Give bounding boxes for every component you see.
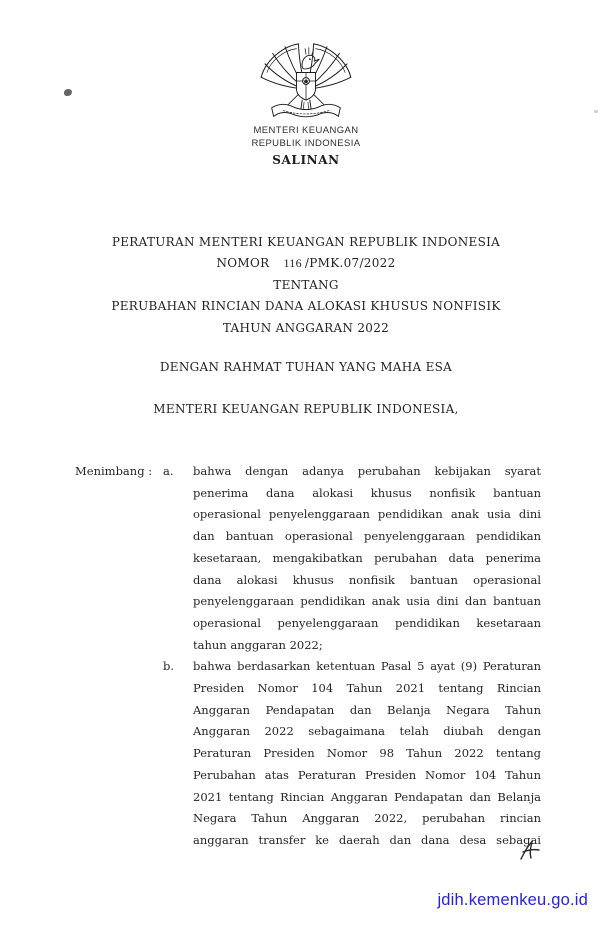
scan-speck xyxy=(594,110,598,113)
body-line: kesetaraan, mengakibatkan perubahan data penerima xyxy=(193,550,541,565)
body-line: penerima dana alokasi khusus nonfisik bantuan xyxy=(193,485,541,500)
banner-scroll xyxy=(272,104,341,116)
body-line: anggaran transfer ke daerah dan dana desa sebagai xyxy=(193,832,541,847)
nomor-label: NOMOR xyxy=(216,256,270,271)
title-subject-1: PERUBAHAN RINCIAN DANA ALOKASI KHUSUS NONFISIK xyxy=(111,299,501,314)
body-line: Peraturan Presiden Nomor 98 Tahun 2022 tentang xyxy=(193,746,541,761)
body-line: bahwa dengan adanya perubahan kebijakan syarat xyxy=(193,464,541,478)
eagle-head xyxy=(302,48,319,69)
ministry-name: MENTERI KEUANGAN xyxy=(253,125,359,136)
item-text xyxy=(193,461,541,656)
title-subject-2: TAHUN ANGGARAN 2022 xyxy=(222,320,390,335)
body-line: penyelenggaraan pendidikan anak usia dini dan bantuan xyxy=(193,594,541,609)
title-tentang: TENTANG xyxy=(273,277,339,292)
title-line-1: PERATURAN MENTERI KEUANGAN REPUBLIK INDONESIA xyxy=(111,235,501,249)
regulation-title xyxy=(0,232,612,339)
nomor-suffix: /PMK.07/2022 xyxy=(304,256,396,271)
pancasila-shield xyxy=(296,72,315,100)
body-line: operasional penyelenggaraan pendidikan kesetaraan xyxy=(193,615,541,630)
item-marker: b. xyxy=(163,659,175,674)
jdih-footer-link[interactable]: jdih.kemenkeu.go.id xyxy=(437,891,588,909)
consideration-item-a xyxy=(163,461,541,656)
item-text xyxy=(193,656,541,851)
body-line: tahun anggaran 2022; xyxy=(193,637,323,652)
body-line: Anggaran 2022 sebagaimana telah diubah dengan xyxy=(193,724,541,739)
body-line: operasional penyelenggaraan pendidikan anak usia dini xyxy=(193,507,541,522)
ministry-country: REPUBLIK INDONESIA xyxy=(251,137,361,149)
menimbang-section xyxy=(75,461,541,852)
body-line: Anggaran Pendapatan dan Belanja Negara Tahun xyxy=(193,702,541,717)
garuda-pancasila-emblem xyxy=(257,41,355,123)
menimbang-label: Menimbang : xyxy=(75,464,153,478)
menimbang-items xyxy=(163,461,541,852)
copy-label: SALINAN xyxy=(272,153,340,167)
consideration-item-b xyxy=(163,656,541,851)
nomor-number: 116 xyxy=(283,256,302,271)
body-line: dan bantuan operasional penyelenggaraan pendidikan xyxy=(193,529,541,544)
letterhead xyxy=(0,125,612,150)
paraf-initial-mark xyxy=(518,840,542,862)
body-line: Perubahan atas Peraturan Presiden Nomor 104 Tahun xyxy=(193,767,541,782)
scan-speck xyxy=(64,89,72,96)
body-line: dana alokasi khusus nonfisik bantuan operasional xyxy=(193,572,541,587)
title-nomor-line xyxy=(0,253,612,274)
body-line: bahwa berdasarkan ketentuan Pasal 5 ayat (9) Peraturan xyxy=(193,659,541,674)
invocation-line: DENGAN RAHMAT TUHAN YANG MAHA ESA xyxy=(159,360,453,374)
body-line: Negara Tahun Anggaran 2022, perubahan rincian xyxy=(193,811,541,826)
item-marker: a. xyxy=(163,464,174,478)
body-line: 2021 tentang Rincian Anggaran Pendapatan dan Belanja xyxy=(193,789,541,804)
body-line: Presiden Nomor 104 Tahun 2021 tentang Rincian xyxy=(193,681,541,696)
authority-line: MENTERI KEUANGAN REPUBLIK INDONESIA, xyxy=(153,402,459,416)
